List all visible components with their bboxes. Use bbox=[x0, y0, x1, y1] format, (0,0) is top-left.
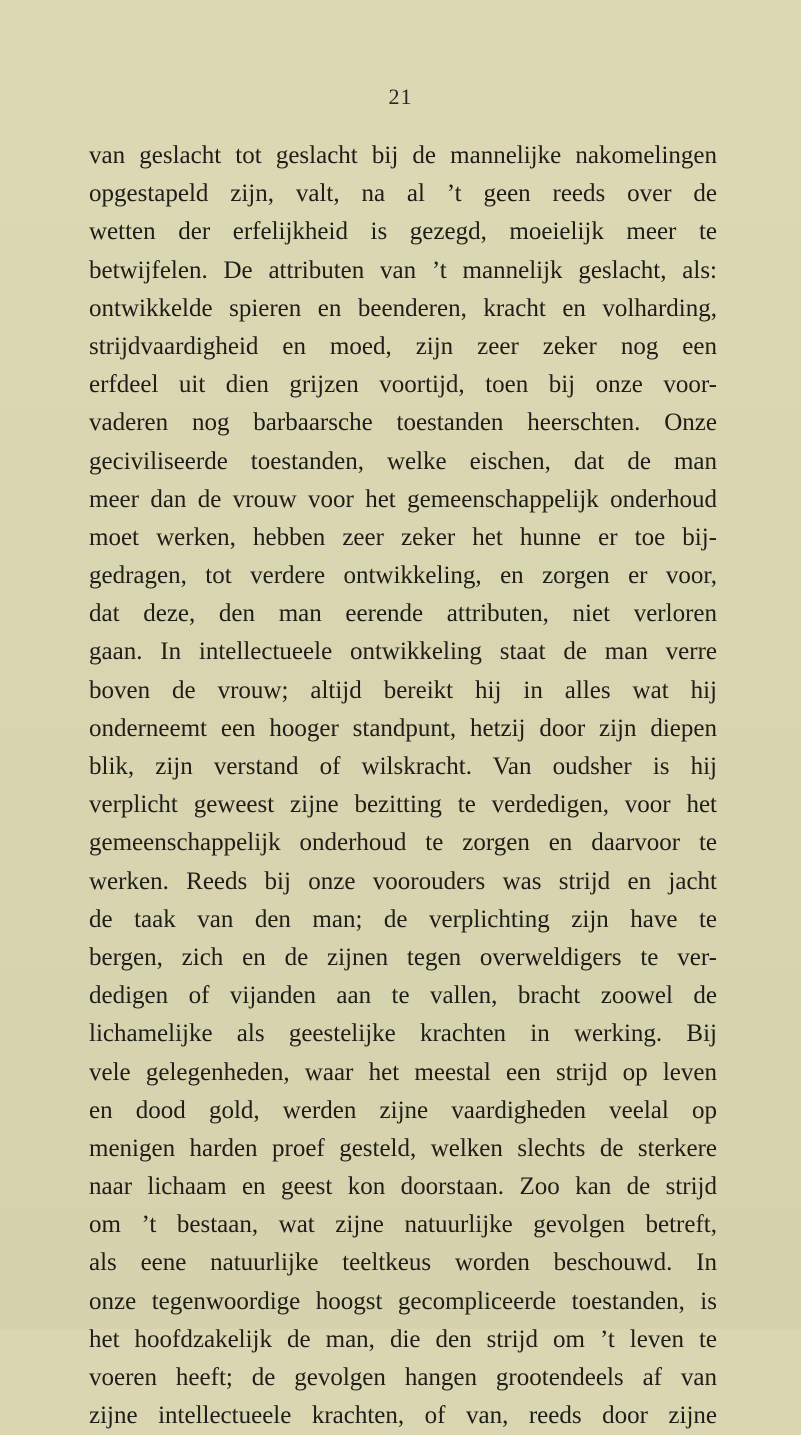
text-line: bergen, zich en de zijnen tegen overweldigers te ver- bbox=[89, 943, 717, 971]
text-line: naar lichaam en geest kon doorstaan. Zoo kan de strijd bbox=[89, 1173, 717, 1201]
text-line: werken. Reeds bij onze voorouders was strijd en jacht bbox=[89, 867, 717, 895]
text-line: vele gelegenheden, waar het meestal een strijd op leven bbox=[89, 1058, 717, 1086]
text-line: vaderen nog barbaarsche toestanden heerschten. Onze bbox=[89, 409, 717, 437]
text-line: meer dan de vrouw voor het gemeenschappelijk onderhoud bbox=[89, 485, 717, 513]
text-line: geciviliseerde toestanden, welke eischen, dat de man bbox=[89, 447, 717, 475]
text-line: blik, zijn verstand of wilskracht. Van oudsher is hij bbox=[89, 753, 717, 780]
text-line: als eene natuurlijke teeltkeus worden beschouwd. In bbox=[89, 1249, 717, 1277]
text-line: gemeenschappelijk onderhoud te zorgen en daarvoor te bbox=[89, 829, 717, 857]
text-line: lichamelijke als geestelijke krachten in werking. Bij bbox=[89, 1020, 717, 1048]
text-line: van geslacht tot geslacht bij de mannelijke nakomelingen bbox=[89, 142, 717, 169]
text-line: opgestapeld zijn, valt, na al ’t geen reeds over de bbox=[89, 180, 717, 208]
text-line: onze tegenwoordige hoogst gecompliceerde toestanden, is bbox=[89, 1287, 717, 1315]
text-line: het hoofdzakelijk de man, die den strijd om ’t leven te bbox=[89, 1325, 717, 1353]
text-line: zijne intellectueele krachten, of van, reeds door zijne bbox=[89, 1402, 717, 1430]
text-line: menigen harden proef gesteld, welken slechts de sterkere bbox=[89, 1134, 717, 1162]
text-line: gedragen, tot verdere ontwikkeling, en zorgen er voor, bbox=[89, 562, 717, 590]
text-line: ontwikkelde spieren en beenderen, kracht en volharding, bbox=[89, 294, 717, 322]
text-line: betwijfelen. De attributen van ’t mannelijk geslacht, als: bbox=[89, 256, 717, 284]
page-number: 21 bbox=[388, 84, 413, 109]
text-line: onderneemt een hooger standpunt, hetzij door zijn diepen bbox=[89, 714, 717, 742]
text-line: erfdeel uit dien grijzen voortijd, toen bij onze voor- bbox=[89, 371, 717, 399]
text-line: om ’t bestaan, wat zijne natuurlijke gevolgen betreft, bbox=[89, 1211, 717, 1239]
text-line: strijdvaardigheid en moed, zijn zeer zeker nog een bbox=[89, 332, 717, 360]
text-line: boven de vrouw; altijd bereikt hij in alles wat hij bbox=[89, 676, 717, 704]
text-line: dedigen of vijanden aan te vallen, bracht zoowel de bbox=[89, 982, 717, 1010]
text-line: moet werken, hebben zeer zeker het hunne er toe bij- bbox=[89, 523, 717, 551]
text-line: dat deze, den man eerende attributen, niet verloren bbox=[89, 600, 717, 628]
text-line: verplicht geweest zijne bezitting te verdedigen, voor het bbox=[89, 791, 717, 819]
text-line: gaan. In intellectueele ontwikkeling staat de man verre bbox=[89, 638, 717, 666]
text-line: en dood gold, werden zijne vaardigheden veelal op bbox=[89, 1096, 717, 1124]
text-line: de taak van den man; de verplichting zijn have te bbox=[89, 905, 717, 933]
text-line: wetten der erfelijkheid is gezegd, moeielijk meer te bbox=[89, 218, 717, 246]
body-text bbox=[89, 137, 717, 1435]
text-line: voeren heeft; de gevolgen hangen grootendeels af van bbox=[89, 1364, 717, 1391]
